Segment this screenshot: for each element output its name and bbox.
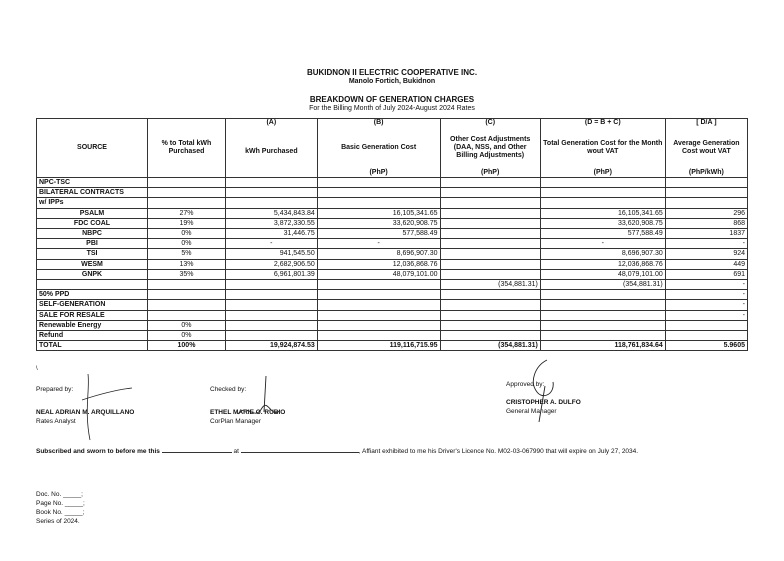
- col-basic-header: (B) Basic Generation Cost (PhP): [317, 119, 440, 178]
- row-kwh: [225, 300, 317, 310]
- row-source: [37, 280, 148, 290]
- row-total: [540, 188, 665, 198]
- total-source: TOTAL: [37, 341, 148, 351]
- doc-no-blank: _____;: [63, 491, 83, 498]
- row-other: [440, 310, 540, 320]
- document-subtitle: For the Billing Month of July 2024-August 2024 Rates: [309, 105, 475, 112]
- checked-caption: Checked by:: [210, 386, 247, 393]
- row-avg: 924: [665, 249, 747, 259]
- row-avg: -: [665, 280, 747, 290]
- total-other: (354,881.31): [440, 341, 540, 351]
- approved-name: CRISTOPHER A. DULFO: [506, 399, 581, 406]
- row-avg: -: [665, 290, 747, 300]
- generation-charges-table: [36, 118, 748, 351]
- row-pct: [148, 178, 226, 188]
- row-other: [440, 218, 540, 228]
- row-kwh: [225, 178, 317, 188]
- book-no-label: Book No.: [36, 509, 63, 516]
- row-avg: -: [665, 239, 747, 249]
- row-basic: 33,620,908.75: [317, 218, 440, 228]
- row-other: [440, 269, 540, 279]
- approved-caption: Approved by:: [506, 381, 545, 388]
- row-total: 33,620,908.75: [540, 218, 665, 228]
- row-source: GNPK: [37, 269, 148, 279]
- sworn-at: at: [233, 448, 239, 455]
- row-source: BILATERAL CONTRACTS: [37, 188, 148, 198]
- row-avg: -: [665, 310, 747, 320]
- prepared-name: NEAL ADRIAN M. ARQUILLANO: [36, 409, 135, 416]
- row-total: 12,036,868.76: [540, 259, 665, 269]
- row-total: [540, 310, 665, 320]
- row-basic: [317, 320, 440, 330]
- row-other: [440, 300, 540, 310]
- row-source: NPC-TSC: [37, 178, 148, 188]
- row-total: [540, 320, 665, 330]
- row-kwh: [225, 320, 317, 330]
- row-pct: [148, 188, 226, 198]
- row-avg: 296: [665, 208, 747, 218]
- row-pct: [148, 280, 226, 290]
- row-total: 48,079,101.00: [540, 269, 665, 279]
- total-kwh: 19,924,874.53: [225, 341, 317, 351]
- row-total: -: [540, 239, 665, 249]
- table-row: [37, 239, 748, 249]
- row-basic: [317, 178, 440, 188]
- col-other-header: (C) Other Cost Adjustments (DAA, NSS, and Other Billing Adjustments) (PhP): [440, 119, 540, 178]
- row-kwh: [225, 310, 317, 320]
- row-total: [540, 178, 665, 188]
- col-kwh-header: (A) kWh Purchased: [225, 119, 317, 178]
- table-row: [37, 320, 748, 330]
- row-basic: 12,036,868.76: [317, 259, 440, 269]
- row-avg: 1837: [665, 229, 747, 239]
- row-total: [540, 300, 665, 310]
- row-other: [440, 208, 540, 218]
- row-basic: [317, 331, 440, 341]
- checked-role: CorPlan Manager: [210, 418, 261, 425]
- row-other: [440, 229, 540, 239]
- row-avg: [665, 320, 747, 330]
- row-pct: [148, 310, 226, 320]
- row-basic: 48,079,101.00: [317, 269, 440, 279]
- row-other: [440, 249, 540, 259]
- row-source: NBPC: [37, 229, 148, 239]
- row-source: FDC COAL: [37, 218, 148, 228]
- row-basic: -: [317, 239, 440, 249]
- checked-signature-icon: [228, 372, 288, 432]
- sworn-tail: , Affiant exhibited to me his Driver's Licence No. M02-03-067990 that will expire on July 27, 2034.: [358, 448, 639, 455]
- row-avg: [665, 188, 747, 198]
- row-kwh: [225, 290, 317, 300]
- row-source: WESM: [37, 259, 148, 269]
- page-no-blank: _____;: [64, 500, 85, 507]
- org-name: BUKIDNON II ELECTRIC COOPERATIVE INC.: [306, 68, 478, 77]
- sworn-statement: [36, 446, 638, 455]
- page-no-line: [36, 499, 85, 508]
- row-kwh: 6,961,801.39: [225, 269, 317, 279]
- row-basic: [317, 310, 440, 320]
- table-row: [37, 218, 748, 228]
- approved-signature-icon: [515, 356, 575, 426]
- approved-role: General Manager: [506, 408, 557, 415]
- table-row: [37, 208, 748, 218]
- row-basic: [317, 280, 440, 290]
- row-source: 50% PPD: [37, 290, 148, 300]
- row-other: [440, 198, 540, 208]
- table-row: [37, 290, 748, 300]
- row-total: (354,881.31): [540, 280, 665, 290]
- row-kwh: [225, 198, 317, 208]
- prepared-role: Rates Analyst: [36, 418, 76, 425]
- total-total: 118,761,834.64: [540, 341, 665, 351]
- table-row: [37, 259, 748, 269]
- row-kwh: 31,446.75: [225, 229, 317, 239]
- row-avg: 868: [665, 218, 747, 228]
- row-total: 577,588.49: [540, 229, 665, 239]
- row-pct: 0%: [148, 239, 226, 249]
- row-kwh: [225, 280, 317, 290]
- page-no-label: Page No.: [36, 500, 64, 507]
- row-pct: 27%: [148, 208, 226, 218]
- row-other: [440, 239, 540, 249]
- row-pct: [148, 290, 226, 300]
- row-kwh: 5,434,843.84: [225, 208, 317, 218]
- row-pct: 35%: [148, 269, 226, 279]
- date-blank: [162, 446, 232, 453]
- row-other: (354,881.31): [440, 280, 540, 290]
- col-source-header: SOURCE: [37, 119, 148, 178]
- prepared-signature-icon: [60, 370, 140, 450]
- row-basic: [317, 300, 440, 310]
- doc-no-line: [36, 490, 85, 499]
- row-total: [540, 198, 665, 208]
- book-no-blank: _____;: [64, 509, 85, 516]
- row-pct: [148, 300, 226, 310]
- row-kwh: [225, 188, 317, 198]
- notarial-doc-numbers: [36, 490, 85, 526]
- row-kwh: -: [225, 239, 317, 249]
- document-title: BREAKDOWN OF GENERATION CHARGES: [309, 95, 475, 104]
- row-other: [440, 290, 540, 300]
- table-body: [37, 178, 748, 351]
- row-avg: [665, 198, 747, 208]
- total-pct: 100%: [148, 341, 226, 351]
- row-avg: [665, 331, 747, 341]
- place-blank: [241, 446, 359, 453]
- row-avg: [665, 178, 747, 188]
- row-avg: 449: [665, 259, 747, 269]
- sworn-lead: Subscribed and sworn to before me this: [36, 448, 160, 455]
- table-row: [37, 188, 748, 198]
- prepared-caption: Prepared by:: [36, 386, 74, 393]
- row-pct: 0%: [148, 229, 226, 239]
- row-basic: [317, 290, 440, 300]
- table-row: [37, 331, 748, 341]
- row-pct: [148, 198, 226, 208]
- col-avg-header: [ D/A ] Average Generation Cost wout VAT (PhP/kWh): [665, 119, 747, 178]
- row-kwh: 941,545.50: [225, 249, 317, 259]
- row-other: [440, 320, 540, 330]
- row-total: 16,105,341.65: [540, 208, 665, 218]
- row-source: SALE FOR RESALE: [37, 310, 148, 320]
- row-source: w/ IPPs: [37, 198, 148, 208]
- doc-no-label: Doc. No.: [36, 491, 62, 498]
- row-source: Refund: [37, 331, 148, 341]
- table-row: [37, 198, 748, 208]
- row-pct: 0%: [148, 320, 226, 330]
- total-basic: 119,116,715.95: [317, 341, 440, 351]
- row-total: 8,696,907.30: [540, 249, 665, 259]
- row-basic: 577,588.49: [317, 229, 440, 239]
- table-row: [37, 280, 748, 290]
- book-no-line: [36, 508, 85, 517]
- row-source: Renewable Energy: [37, 320, 148, 330]
- row-pct: 0%: [148, 331, 226, 341]
- row-pct: 5%: [148, 249, 226, 259]
- row-other: [440, 331, 540, 341]
- col-pct-header: % to Total kWh Purchased: [148, 119, 226, 178]
- total-avg: 5.9605: [665, 341, 747, 351]
- row-avg: -: [665, 300, 747, 310]
- table-header-row: [37, 119, 748, 178]
- org-location: Manolo Fortich, Bukidnon: [348, 78, 436, 85]
- row-source: PBI: [37, 239, 148, 249]
- row-basic: [317, 198, 440, 208]
- series-line: Series of 2024.: [36, 518, 80, 525]
- row-pct: 19%: [148, 218, 226, 228]
- row-pct: 13%: [148, 259, 226, 269]
- row-avg: 691: [665, 269, 747, 279]
- table-row: [37, 300, 748, 310]
- row-source: PSALM: [37, 208, 148, 218]
- row-source: SELF-GENERATION: [37, 300, 148, 310]
- row-kwh: 3,872,330.55: [225, 218, 317, 228]
- row-basic: 16,105,341.65: [317, 208, 440, 218]
- total-row: [37, 341, 748, 351]
- table-row: [37, 229, 748, 239]
- row-basic: [317, 188, 440, 198]
- row-kwh: [225, 331, 317, 341]
- col-total-header: (D = B + C) Total Generation Cost for the Month wout VAT (PhP): [540, 119, 665, 178]
- row-total: [540, 290, 665, 300]
- row-other: [440, 188, 540, 198]
- row-basic: 8,696,907.30: [317, 249, 440, 259]
- row-other: [440, 178, 540, 188]
- tick-mark: \: [36, 366, 38, 372]
- row-other: [440, 259, 540, 269]
- table-row: [37, 178, 748, 188]
- table-row: [37, 310, 748, 320]
- checked-name: ETHEL MARIE O. RUBIO: [210, 409, 286, 416]
- row-source: TSI: [37, 249, 148, 259]
- row-kwh: 2,682,906.50: [225, 259, 317, 269]
- row-total: [540, 331, 665, 341]
- table-row: [37, 249, 748, 259]
- table-row: [37, 269, 748, 279]
